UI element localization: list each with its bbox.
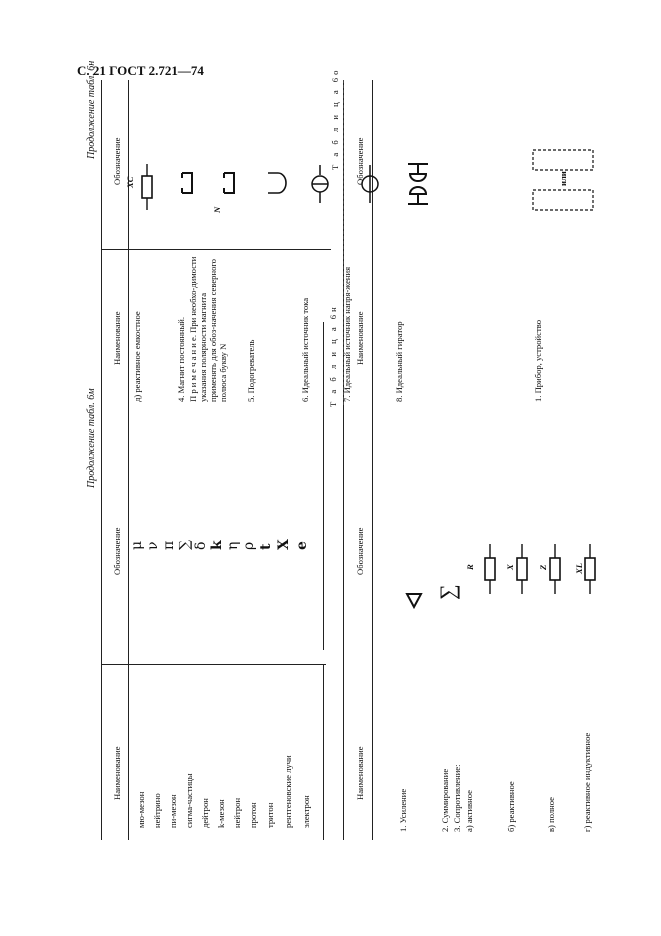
rule: [128, 80, 129, 405]
item-name: 2. Суммирование: [440, 768, 450, 832]
column-divider: [101, 664, 326, 665]
particle-name: нейтрон: [232, 797, 242, 828]
particle-symbol: ρ: [241, 541, 257, 550]
resistor-label: X: [505, 564, 515, 570]
item-name: 5. Подогреватель: [246, 339, 256, 402]
particle-name: сигма-частицы: [184, 773, 194, 828]
col-header-name: Наименование: [112, 311, 122, 365]
item-name: 3. Сопротивление:: [452, 764, 462, 832]
particle-symbol: η: [225, 541, 241, 550]
capacitive-resistor-symbol: [132, 160, 162, 220]
item-name: 6. Идеальный источник тока: [300, 297, 310, 402]
particle-name: тритон: [265, 802, 275, 828]
particle-symbol: e: [294, 541, 310, 550]
rule: [101, 80, 102, 405]
current-source-icon: [309, 165, 331, 205]
col-header-name: Наименование: [355, 746, 365, 800]
item-name: г) реактивное индуктивное: [582, 732, 592, 832]
continuation-title: Продолжение табл. 6н: [86, 60, 97, 159]
resistor-label: Z: [538, 564, 548, 570]
table-6n-cont-names: [132, 242, 404, 402]
item-name: 1. Прибор, устройство: [533, 320, 543, 402]
particle-symbol: π: [161, 540, 177, 550]
heater-icon: [266, 170, 288, 196]
particle-symbol: δ: [193, 541, 209, 550]
resistor-label: R: [465, 564, 475, 570]
col-header-symbol: Обозначение: [112, 527, 122, 575]
particle-symbol: X: [276, 539, 292, 550]
particle-symbol: k: [209, 540, 225, 550]
or-label: или: [558, 171, 568, 186]
resistor-label: XL: [574, 563, 584, 574]
particle-symbol: ∑: [177, 540, 193, 550]
col-header-symbol: Обозначение: [355, 137, 365, 185]
particle-name: протон: [248, 802, 258, 828]
item-name: 8. Идеальный гиратор: [394, 321, 404, 402]
note-text: П р и м е ч а н и е. При необхо-димости указания полярности магнита применять для обоз-начения северного полюса букву N: [188, 256, 228, 402]
resistor-r-symbol: [475, 540, 505, 600]
particle-name: электрон: [301, 795, 311, 828]
particle-name: рентгеновские лучи: [283, 755, 293, 828]
particle-symbol: ν: [145, 541, 161, 550]
particle-name: мю-мезон: [136, 791, 146, 828]
magnet-icon: [180, 170, 194, 196]
item-name: б) реактивное: [506, 781, 516, 832]
particle-symbol: μ: [129, 540, 145, 550]
particle-name: пи-мезон: [168, 794, 178, 828]
resistor-x-symbol: [507, 540, 537, 600]
item-name: 4. Магнит постоянный.: [176, 316, 186, 402]
particle-name: дейтрон: [200, 798, 210, 828]
col-header-symbol: Обозначение: [112, 137, 122, 185]
voltage-source-icon: [359, 165, 381, 205]
magnet-n-label: N: [212, 206, 222, 213]
particle-name: нейтрино: [152, 793, 162, 828]
resistor-label: XC: [125, 176, 135, 188]
item-name: 7. Идеальный источник напря-жения: [342, 266, 352, 402]
page-header: С. 21 ГОСТ 2.721—74: [77, 63, 204, 78]
rule: [372, 80, 373, 405]
particle-symbol: t: [258, 543, 274, 550]
item-name: д) реактивное емкостное: [132, 311, 142, 402]
table-6o-names: [533, 282, 563, 402]
summation-symbol: ∑: [435, 584, 460, 600]
col-header-symbol: Обозначение: [355, 527, 365, 575]
item-name: в) полное: [546, 797, 556, 832]
item-name: а) активное: [464, 790, 474, 832]
rule: [323, 665, 324, 840]
col-header-name: Наименование: [355, 311, 365, 365]
particle-name: k-мезон: [216, 799, 226, 828]
resistor-z-symbol: [540, 540, 570, 600]
table-title: Т а б л и ц а 6о: [330, 67, 340, 170]
table-6n-names: [384, 640, 624, 840]
continuation-title: Продолжение табл. 6м: [86, 388, 97, 488]
table-title: Т а б л и ц а 6н: [328, 304, 338, 407]
col-header-name: Наименование: [112, 746, 122, 800]
amplifier-symbol: [404, 590, 424, 610]
gyrator-icon: [404, 160, 432, 210]
item-name: 1. Усиление: [398, 788, 408, 832]
magnet-n-icon: [222, 170, 236, 196]
